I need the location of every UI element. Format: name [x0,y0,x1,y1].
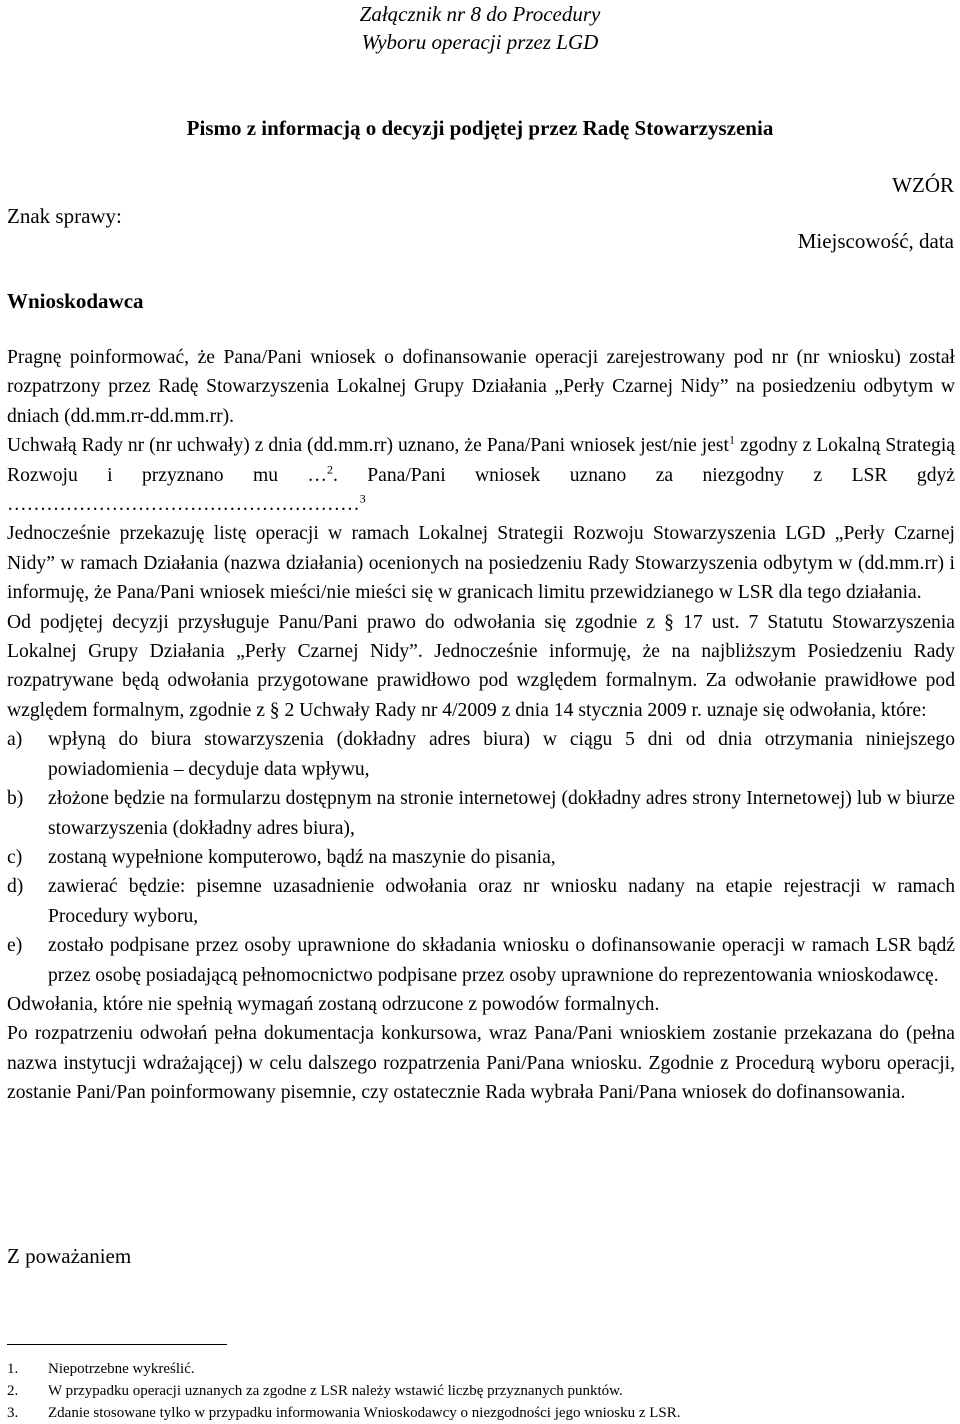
list-marker: e) [7,935,23,957]
list-item [7,784,955,843]
paragraph-resolution [7,431,955,519]
list-marker: a) [7,729,23,751]
closing-salutation: Z poważaniem [7,1244,132,1268]
list-item-text: złożone będzie na formularzu dostępnym na stronie internetowej (dokładny adres strony Internetowej) lub w biurze stowarzyszenia (dokładny adres biura), [48,788,955,839]
list-item [7,843,955,872]
list-item [7,725,955,784]
list-item-text: zawierać będzie: pisemne uzasadnienie odwołania oraz nr wniosku nadany na etapie rejestracji w ramach Procedury wyboru, [48,876,955,927]
paragraph-appeal-rights: Od podjętej decyzji przysługuje Panu/Pani prawo do odwołania się zgodnie z § 17 ust. 7 Statutu Stowarzyszenia Lokalnej Grupy Działania „Perły Czarnej Nidy”. Jednocześnie informuję, że na najbliższym Posiedzeniu Rady rozpatrywane będą odwołania przygotowane prawidłowo pod względem formalnym. Za odwołanie prawidłowe pod względem formalnym, zgodnie z § 2 Uchwały Rady nr 4/2009 z dnia 14 stycznia 2009 r. uznaje się odwołania, które: [7,611,955,721]
paragraph-formal-rejection: Odwołania, które nie spełnią wymagań zostaną odrzucone z powodów formalnych. [7,993,660,1015]
resolution-text-b: zgodny z Lokalną Strategią Rozwoju i przyznano mu … [7,435,955,486]
list-marker: d) [7,876,24,898]
place-date-label: Miejscowość, data [797,229,954,253]
footnote-number: 1. [7,1361,19,1377]
list-item-text: zostaną wypełnione komputerowo, bądź na maszynie do pisania, [48,846,556,868]
list-item-text: zostało podpisane przez osoby uprawnione do składania wniosku o dofinansowanie operacji w ramach LSR bądź przez osobę posiadającą pełnomocnictwo podpisane przez osoby uprawnione do reprezentowania wnioskodawcę. [48,935,955,986]
list-item [7,931,955,990]
footnote-text: Zdanie stosowane tylko w przypadku informowania Wnioskodawcy o niezgodności jego wniosku z LSR. [48,1405,681,1421]
appeal-conditions-list [7,725,955,990]
applicant-label: Wnioskodawca [7,289,144,313]
resolution-text-a: Uchwałą Rady nr (nr uchwały) z dnia (dd.mm.rr) uznano, że Pana/Pani wniosek jest/nie jest [7,435,729,457]
footnote-ref-1: 1 [729,432,735,447]
footnote [7,1402,955,1424]
footnote-number: 3. [7,1405,19,1421]
footnote [7,1358,955,1380]
wzor-label: WZÓR [892,173,954,197]
attachment-header [0,0,960,56]
footnote [7,1380,955,1402]
paragraph-registration: Pragnę poinformować, że Pana/Pani wniosek o dofinansowanie operacji zarejestrowany pod nr (nr wniosku) został rozpatrzony przez Radę Stowarzyszenia Lokalnej Grupy Działania „Perły Czarnej Nidy” na posiedzeniu odbytym w dniach (dd.mm.rr-dd.mm.rr). [7,347,955,427]
list-marker: c) [7,846,23,868]
paragraph-operations-list: Jednocześnie przekazuję listę operacji w ramach Lokalnej Strategii Rozwoju Stowarzyszenia LGD „Perły Czarnej Nidy” w ramach Działania (nazwa działania) ocenionych na posiedzeniu Rady Stowarzyszenia odbytym w (dd.mm.rr) i informuję, że Pana/Pani wniosek mieści/nie mieści się w granicach limitu przewidzianego w LSR dla tego działania. [7,523,955,604]
attachment-header-line1: Załącznik nr 8 do Procedury [359,2,601,26]
resolution-text-c: . Pana/Pani wniosek uznano za niezgodny z LSR gdyż ……………………………………………… [7,464,955,516]
case-number-label: Znak sprawy: [7,204,122,228]
footnote-ref-3: 3 [359,491,366,506]
list-item-text: wpłyną do biura stowarzyszenia (dokładny adres biura) w ciągu 5 dni od dnia otrzymania niniejszego powiadomienia – decyduje data wpływu, [48,729,955,780]
footnote-number: 2. [7,1383,19,1399]
letter-body [7,343,955,1108]
list-item [7,872,955,931]
footnotes [7,1358,955,1424]
list-marker: b) [7,788,24,810]
footnote-divider [7,1344,227,1345]
footnote-text: W przypadku operacji uznanych za zgodne z LSR należy wstawić liczbę przyznanych punktów. [48,1383,623,1399]
paragraph-further-processing: Po rozpatrzeniu odwołań pełna dokumentacja konkursowa, wraz Pana/Pani wnioskiem zostanie przekazana do (pełna nazwa instytucji wdrażającej) w celu dalszego rozpatrzenia Pani/Pana wniosku. Zgodnie z Procedurą wyboru operacji, zostanie Pani/Pan poinformowany pisemnie, czy ostatecznie Rada wybrała Pani/Pana wniosek do dofinansowania. [7,1023,955,1104]
footnote-text: Niepotrzebne wykreślić. [48,1361,195,1377]
attachment-header-line2: Wyboru operacji przez LGD [361,30,599,54]
document-title: Pismo z informacją o decyzji podjętej przez Radę Stowarzyszenia [186,116,774,140]
footnote-ref-2: 2 [326,462,333,477]
